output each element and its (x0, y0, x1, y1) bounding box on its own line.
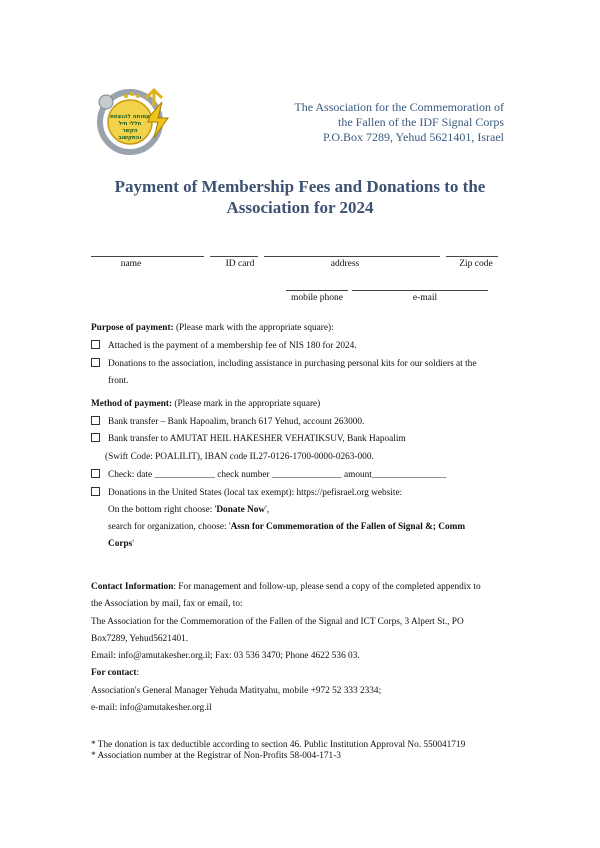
org-name-bold: Assn for Commemoration of the Fallen of Signal &; Comm (230, 522, 466, 532)
donate-now-text: Donate Now (216, 505, 266, 515)
donate-now-pre: On the bottom right choose: ' (108, 505, 217, 515)
org-line-1: The Association for the Commemoration of (294, 100, 504, 114)
search-org-pre: search for organization, choose: ' (108, 522, 231, 532)
check-checkbox[interactable] (91, 469, 100, 478)
purpose-option-donation (91, 358, 476, 370)
membership-checkbox[interactable] (91, 340, 100, 349)
method-bank-transfer-2 (91, 433, 406, 445)
method-option-4-label: Donations in the United States (local tax exempt): https://pefisrael.org website: (108, 488, 403, 498)
address-label: address (330, 259, 360, 269)
method-note: (Please mark in the appropriate square) (172, 399, 321, 409)
method-check (91, 469, 446, 481)
org-line-3: P.O.Box 7289, Yehud 5621401, Israel (322, 130, 504, 144)
association-logo (96, 88, 176, 156)
contact-line-4: Box7289, Yehud5621401. (91, 634, 189, 644)
contact-intro: : For management and follow-up, please send a copy of the completed appendix to (173, 582, 481, 592)
method-option-4-line-2 (108, 504, 269, 516)
logo-text-1: עמותה להנצחת (110, 114, 150, 120)
donate-now-post: ', (265, 505, 270, 515)
footnote-registrar: * Association number at the Registrar of Non-Profits 58-004-171-3 (91, 751, 341, 761)
contact-heading: Contact Information (91, 582, 174, 592)
zip-code-label: Zip code (459, 259, 493, 269)
purpose-note: (Please mark with the appropriate square): (173, 323, 334, 333)
purpose-heading-row (91, 322, 334, 334)
email-field[interactable] (352, 290, 488, 291)
method-option-4-line-4 (108, 538, 134, 550)
logo-text-3: הקשר (122, 128, 138, 134)
for-contact-heading: For contact (91, 668, 137, 678)
contact-line-5: Email: info@amutakesher.org.il; Fax: 03 536 3470; Phone 4622 536 03. (91, 651, 360, 661)
org-name-bold-cont: Corps (108, 539, 133, 549)
mobile-phone-label: mobile phone (291, 293, 343, 303)
method-option-2-cont: (Swift Code: POALILIT), IBAN code IL27-0126-1700-0000-0263-000. (105, 452, 374, 462)
page-title (60, 176, 540, 218)
bank-transfer-checkbox[interactable] (91, 416, 100, 425)
method-option-4-line-3 (108, 521, 465, 533)
contact-line-1 (91, 581, 481, 593)
organization-address (294, 100, 504, 145)
us-donation-checkbox[interactable] (91, 487, 100, 496)
logo-text-4: והתקשוב (118, 135, 142, 141)
contact-line-3: The Association for the Commemoration of the Fallen of the Signal and ICT Corps, 3 Alpert St., PO (91, 617, 464, 627)
method-option-2-label: Bank transfer to AMUTAT HEIL HAKESHER VEHATIKSUV, Bank Hapoalim (108, 434, 406, 444)
for-contact-colon: : (136, 668, 140, 678)
purpose-option-2-label: Donations to the association, including assistance in purchasing personal kits for our soldiers at the (108, 359, 477, 369)
footnote-tax: * The donation is tax deductible according to section 46. Public Institution Approval No. 550041719 (91, 740, 466, 750)
method-bank-transfer-1 (91, 416, 364, 428)
method-option-3-label: Check: date _____________ check number _______________ amount________________ (108, 470, 447, 480)
zip-code-field[interactable] (446, 256, 498, 257)
method-us-donation (91, 487, 402, 499)
name-field[interactable] (91, 256, 204, 257)
email-label: e-mail (412, 293, 438, 303)
purpose-option-2-cont: front. (108, 376, 129, 386)
method-heading: Method of payment: (91, 399, 173, 409)
contact-email-line: e-mail: info@amutakesher.org.il (91, 703, 212, 713)
purpose-option-1-label: Attached is the payment of a membership fee of NIS 180 for 2024. (108, 341, 357, 351)
id-card-field[interactable] (210, 256, 258, 257)
logo-emblem (96, 88, 176, 156)
purpose-heading: Purpose of payment: (91, 323, 174, 333)
id-card-label: ID card (225, 259, 255, 269)
org-name-post: ' (132, 539, 134, 549)
method-option-1-label: Bank transfer – Bank Hapoalim, branch 617 Yehud, account 263000. (108, 417, 365, 427)
title-line-1: Payment of Membership Fees and Donations to the (114, 177, 486, 196)
for-contact-row (91, 667, 139, 679)
mobile-phone-field[interactable] (286, 290, 348, 291)
purpose-option-membership (91, 340, 357, 352)
bank-transfer-intl-checkbox[interactable] (91, 433, 100, 442)
org-line-2: the Fallen of the IDF Signal Corps (338, 115, 504, 129)
donation-checkbox[interactable] (91, 358, 100, 367)
logo-text-2: חללי חיל (118, 121, 142, 127)
address-field[interactable] (264, 256, 440, 257)
name-label: name (120, 259, 142, 269)
method-heading-row (91, 398, 320, 410)
title-line-2: Association for 2024 (226, 198, 374, 217)
general-manager-line: Association's General Manager Yehuda Matityahu, mobile +972 52 333 2334; (91, 686, 382, 696)
contact-line-2: the Association by mail, fax or email, to: (91, 599, 243, 609)
